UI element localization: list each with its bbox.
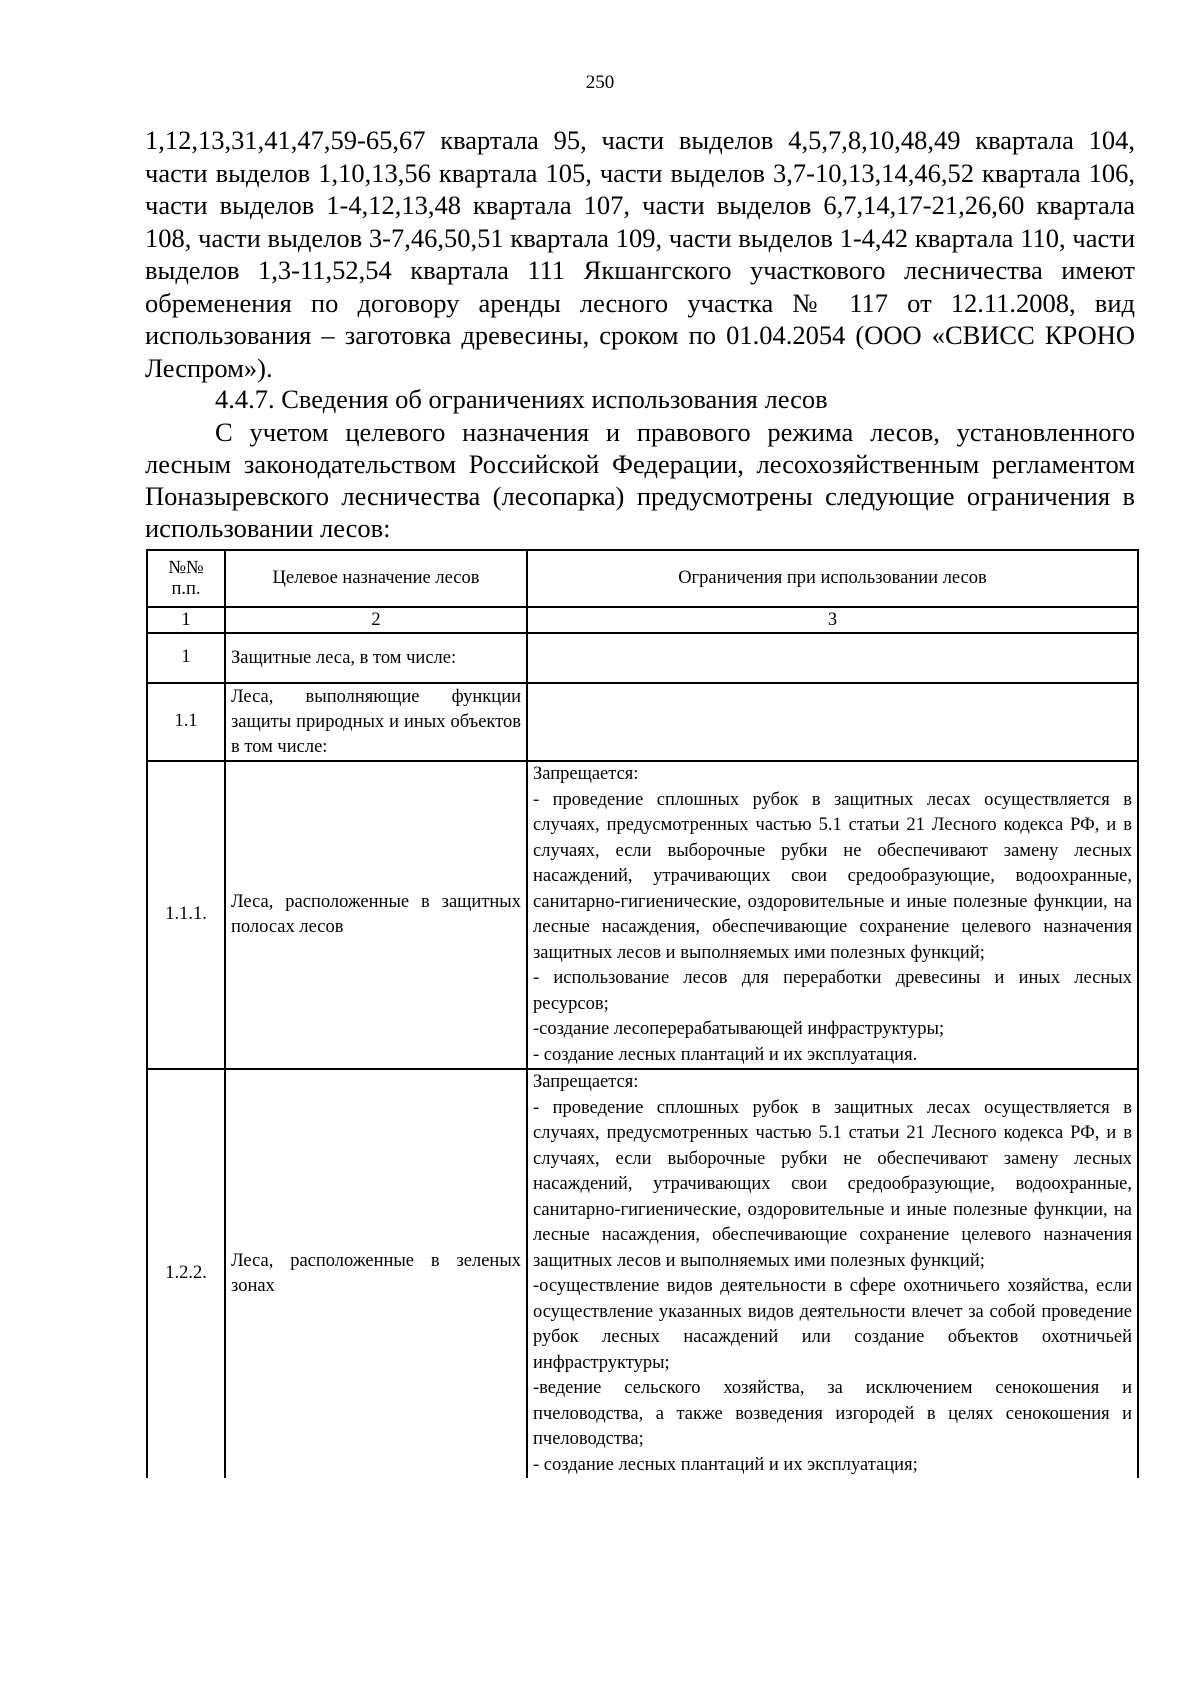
restriction-item: Запрещается: xyxy=(533,1072,639,1092)
row-restrictions xyxy=(527,683,1138,761)
row-number: 1 xyxy=(147,633,225,683)
row-purpose: Защитные леса, в том числе: xyxy=(225,633,527,683)
table-header-row xyxy=(147,550,1138,607)
row-purpose: Леса, расположенные в зеленых зонах xyxy=(225,1069,527,1478)
restriction-item: - создание лесных плантаций и их эксплуатация. xyxy=(533,1044,918,1065)
row-purpose: Леса, расположенные в защитных полосах лесов xyxy=(225,761,527,1069)
restriction-item: - проведение сплошных рубок в защитных лесах осуществляется в случаях, предусмотренных частью 5.1 статьи 21 Лесного кодекса РФ, и в случаях, если выборочные рубки не обеспечивают замену лесных насаждений, утрачивающих свои средообразующие, водоохранные, санитарно-гигиенические, оздоровительные и иные полезные функции, на лесные насаждения, обеспечивающие сохранение целевого назначения защитных лесов и выполняемых ими полезных функций; xyxy=(533,1097,1132,1271)
row-number: 1.1 xyxy=(147,683,225,761)
table-column-numbers-row xyxy=(147,607,1138,633)
restriction-item: - использование лесов для переработки древесины и иных лесных ресурсов; xyxy=(533,968,1132,1014)
restrictions-table xyxy=(146,549,1139,1478)
section-paragraph: С учетом целевого назначения и правового режима лесов, установленного лесным законодательством Российской Федерации, лесохозяйственным регламентом Поназыревского лесничества (лесопарка) предусмотрены следующие ограничения в использовании лесов: xyxy=(145,417,1135,543)
row-restrictions xyxy=(527,1069,1138,1478)
table-row xyxy=(147,761,1138,1069)
header-purpose: Целевое назначение лесов xyxy=(225,550,527,607)
restriction-item: - проведение сплошных рубок в защитных лесах осуществляется в случаях, предусмотренных частью 5.1 статьи 21 Лесного кодекса РФ, и в случаях, если выборочные рубки не обеспечивают замену лесных насаждений, утрачивающих свои средообразующие, водоохранные, санитарно-гигиенические, оздоровительные и иные полезные функции, на лесные насаждения, обеспечивающие сохранение целевого назначения защитных лесов и выполняемых ими полезных функций; xyxy=(533,789,1132,963)
header-restrictions: Ограничения при использовании лесов xyxy=(527,550,1138,607)
row-restrictions xyxy=(527,633,1138,683)
intro-paragraph: 1,12,13,31,41,47,59-65,67 квартала 95, части выделов 4,5,7,8,10,48,49 квартала 104, части выделов 1,10,13,56 квартала 105, части выделов 3,7-10,13,14,46,52 квартала 106, части выделов 1-4,12,13,48 квартала 107, части выделов 6,7,14,17-21,26,60 квартала 108, части выделов 3-7,46,50,51 квартала 109, части выделов 1-4,42 квартала 110, части выделов 1,3-11,52,54 квартала 111 Якшангского участкового лесничества имеют обременения по договору аренды лесного участка № 117 от 12.11.2008, вид использования – заготовка древесины, сроком по 01.04.2054 (ООО «СВИСС КРОНО Леспром»). xyxy=(145,125,1135,383)
column-number-2: 2 xyxy=(225,607,527,633)
column-number-3: 3 xyxy=(527,607,1138,633)
restriction-item: -создание лесоперерабатывающей инфраструктуры; xyxy=(533,1019,945,1039)
table-row xyxy=(147,633,1138,683)
restriction-item: -осуществление видов деятельности в сфере охотничьего хозяйства, если осуществление указанных видов деятельности влечет за собой проведение рубок лесных насаждений или создание объектов охотничьей инфраструктуры; xyxy=(533,1276,1132,1373)
restriction-item: Запрещается: xyxy=(533,764,639,784)
header-number: №№ п.п. xyxy=(147,550,225,607)
section-heading: 4.4.7. Сведения об ограничениях использования лесов xyxy=(215,384,828,414)
page-number: 250 xyxy=(585,72,615,93)
column-number-1: 1 xyxy=(147,607,225,633)
row-restrictions xyxy=(527,761,1138,1069)
row-purpose: Леса, выполняющие функции защиты природных и иных объектов в том числе: xyxy=(225,683,527,761)
table-row xyxy=(147,1069,1138,1478)
row-number: 1.1.1. xyxy=(147,761,225,1069)
table-row xyxy=(147,683,1138,761)
row-number: 1.2.2. xyxy=(147,1069,225,1478)
restriction-item: -ведение сельского хозяйства, за исключением сенокошения и пчеловодства, а также возведения изгородей в целях сенокошения и пчеловодства; xyxy=(533,1378,1132,1449)
restriction-item: - создание лесных плантаций и их эксплуатация; xyxy=(533,1454,918,1475)
